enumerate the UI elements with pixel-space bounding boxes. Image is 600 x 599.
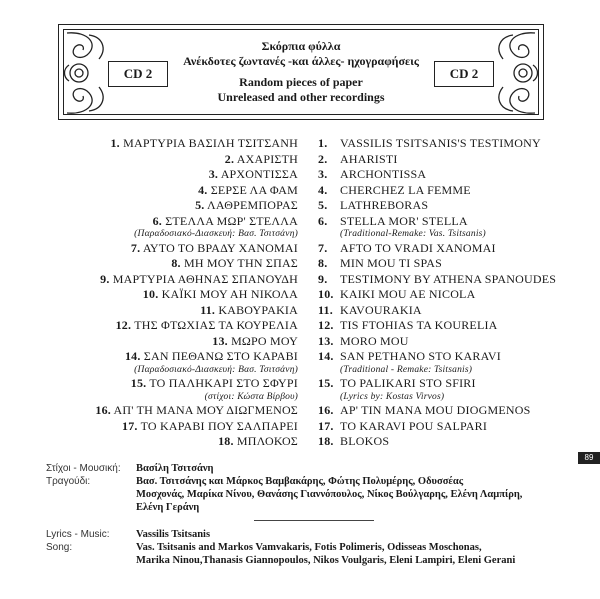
credit-line: Marika Ninou,Thanasis Giannopoulos, Nikos Voulgaris, Eleni Lampiri, Eleni Gerani (136, 555, 516, 566)
track-title: AHARISTI (340, 151, 398, 166)
track-row (318, 287, 558, 303)
track-number: 13. (318, 333, 334, 348)
tracklist-greek (90, 136, 298, 450)
cd-label-left: CD 2 (108, 61, 168, 87)
track-row (90, 403, 298, 419)
page-number: 89 (578, 452, 600, 464)
credit-line: Μοσχονάς, Μαρίκα Νίνου, Θανάσης Γιαννόπουλος, Νίκος Βούλγαρης, Ελένη Λαμπίρη, (136, 489, 523, 500)
track-row (318, 272, 558, 288)
track-title: TIS FTOHIAS TA KOURELIA (340, 318, 498, 332)
track-row (90, 318, 298, 334)
track-number: 16. (318, 403, 334, 417)
track-row (90, 419, 298, 435)
track-row (90, 214, 298, 230)
credit-label: Lyrics - Music: (46, 529, 110, 540)
track-title: MIN MOU TI SPAS (340, 256, 443, 270)
track-number: 5. (318, 198, 328, 212)
track-row (318, 183, 558, 199)
ornament-right-icon (489, 25, 543, 121)
track-number: 1. (110, 136, 120, 150)
track-number: 6. (318, 213, 328, 228)
track-number: 11. (318, 302, 333, 317)
cd-label-right: CD 2 (434, 61, 494, 87)
tracklist-english (318, 136, 558, 450)
track-row (90, 241, 298, 257)
track-title: TESTIMONY BY ATHENA SPANOUDES (340, 271, 557, 286)
track-note: (Traditional - Remake: Tsitsanis) (340, 364, 473, 375)
track-row (318, 334, 558, 350)
track-number: 9. (318, 271, 328, 286)
track-row (90, 167, 298, 183)
track-note: (Lyrics by: Kostas Virvos) (340, 391, 445, 402)
track-title: LATHREBORAS (340, 198, 429, 212)
track-number: 17. (122, 418, 138, 433)
track-number: 1. (318, 136, 328, 150)
track-row (90, 256, 298, 272)
track-title: AP' TIN MANA MOU DIOGMENOS (340, 403, 531, 417)
album-banner (58, 24, 544, 120)
track-title: ΛΑΘΡΕΜΠΟΡΑΣ (207, 198, 298, 212)
track-title: ΜΑΡΤΥΡΙΑ ΒΑΣΙΛΗ ΤΣΙΤΣΑΝΗ (123, 136, 298, 150)
track-title: ΚΑΒΟΥΡΑΚΙΑ (218, 302, 298, 317)
credit-row-song-en (46, 541, 566, 567)
track-number: 2. (318, 151, 328, 166)
track-row (318, 198, 558, 214)
track-title: STELLA MOR' STELLA (340, 213, 468, 228)
track-title: ΑΠ' ΤΗ ΜΑΝΑ ΜΟΥ ΔΙΩΓΜΕΝΟΣ (113, 403, 298, 417)
track-title: SAN PETHANO STO KARAVI (340, 349, 501, 363)
track-title: ARCHONTISSA (340, 167, 427, 181)
track-row (90, 152, 298, 168)
track-note: (Παραδοσιακό-Διασκευή: Βασ. Τσιτσάνη) (134, 229, 298, 239)
track-title: TO PALIKARI STO SFIRI (340, 376, 476, 390)
track-title: KAIKI MOU AE NICOLA (340, 287, 476, 301)
credit-row-lyrics-en (46, 528, 566, 541)
track-number: 4. (318, 182, 328, 197)
track-number: 5. (195, 198, 205, 212)
track-number: 15. (318, 376, 334, 390)
track-title: ΜΩΡΟ ΜΟΥ (231, 333, 298, 348)
banner-titles (179, 39, 423, 105)
track-number: 14. (318, 349, 334, 363)
credit-value (136, 475, 522, 514)
track-title: ΜΑΡΤΥΡΙΑ ΑΘΗΝΑΣ ΣΠΑΝΟΥΔΗ (112, 271, 298, 286)
track-number: 6. (152, 213, 162, 228)
track-row (90, 287, 298, 303)
track-number: 16. (95, 403, 111, 417)
track-number: 14. (124, 349, 141, 363)
credit-label: Song: (46, 542, 73, 553)
track-row (318, 303, 558, 319)
track-title: AFTO TO VRADI XANOMAI (340, 240, 496, 255)
track-row (318, 214, 558, 230)
track-row (318, 403, 558, 419)
track-row (318, 152, 558, 168)
track-row (318, 318, 558, 334)
track-row (90, 334, 298, 350)
credit-value: Βασίλη Τσιτσάνη (136, 463, 214, 474)
track-title: ΑΡΧΟΝΤΙΣΣΑ (220, 167, 298, 181)
divider (254, 520, 374, 521)
credit-value (136, 541, 515, 567)
track-title: ΤΟ ΠΑΛΗΚΑΡΙ ΣΤΟ ΣΦΥΡΙ (149, 376, 298, 390)
track-title: ΚΑΪΚΙ ΜΟΥ ΑΗ ΝΙΚΟΛΑ (161, 287, 298, 301)
credit-label: Τραγούδι: (46, 476, 91, 487)
track-number: 4. (198, 182, 208, 197)
track-row (90, 376, 298, 392)
track-title: TO KARAVI POU SALPARI (340, 418, 488, 433)
track-row (90, 434, 298, 450)
track-title: ΜΗ ΜΟΥ ΤΗΝ ΣΠΑΣ (183, 256, 298, 270)
credit-line: Vas. Tsitsanis and Markos Vamvakaris, Fotis Polimeris, Odisseas Moschonas, (136, 542, 482, 553)
track-title: ΤΗΣ ΦΤΩΧΙΑΣ ΤΑ ΚΟΥΡΕΛΙΑ (134, 318, 298, 332)
track-number: 18. (318, 434, 334, 448)
track-row (318, 419, 558, 435)
track-title: BLOKOS (340, 434, 390, 448)
track-number: 15. (130, 376, 147, 390)
track-number: 7. (130, 240, 141, 255)
track-number: 7. (318, 240, 328, 255)
track-row (318, 136, 558, 152)
track-row (90, 349, 298, 365)
title-greek: Σκόρπια φύλλα (261, 39, 341, 53)
track-row (318, 241, 558, 257)
track-number: 9. (100, 271, 110, 286)
track-number: 12. (115, 318, 132, 332)
track-title: ΑΥΤΟ ΤΟ ΒΡΑΔΥ ΧΑΝΟΜΑΙ (142, 240, 298, 255)
track-number: 2. (224, 151, 235, 166)
track-row (90, 272, 298, 288)
track-number: 17. (318, 418, 334, 433)
track-title: ΣΤΕΛΛΑ ΜΩΡ' ΣΤΕΛΛΑ (165, 213, 298, 228)
track-note: (Παραδοσιακό-Διασκευή: Βασ. Τσιτσάνη) (134, 364, 298, 375)
track-number: 3. (318, 167, 328, 181)
credit-label: Στίχοι - Μουσική: (46, 463, 121, 474)
track-row (90, 198, 298, 214)
track-number: 10. (318, 287, 334, 301)
track-number: 10. (142, 287, 159, 301)
credit-row-lyrics-gr (46, 462, 566, 475)
track-title: MORO MOU (340, 333, 409, 348)
track-row (90, 136, 298, 152)
track-title: VASSILIS TSITSANIS'S TESTIMONY (340, 136, 541, 150)
credit-line: Βασ. Τσιτσάνης και Μάρκος Βαμβακάρης, Φώτης Πολυμέρης, Οδυσσέας (136, 476, 464, 487)
track-number: 8. (318, 256, 328, 270)
track-note: (στίχοι: Κώστα Βίρβου) (204, 391, 298, 402)
track-row (318, 167, 558, 183)
subtitle-english: Unreleased and other recordings (217, 90, 385, 104)
track-row (318, 376, 558, 392)
track-title: ΣΑΝ ΠΕΘΑΝΩ ΣΤΟ ΚΑΡΑΒΙ (143, 349, 298, 363)
track-title: ΑΧΑΡΙΣΤΗ (236, 151, 298, 166)
title-english: Random pieces of paper (239, 75, 363, 89)
track-number: 12. (318, 318, 334, 332)
track-title: ΜΠΛΟΚΟΣ (236, 434, 298, 448)
track-number: 18. (218, 434, 234, 448)
credit-row-song-gr (46, 475, 566, 514)
track-number: 11. (200, 302, 216, 317)
ornament-left-icon (59, 25, 113, 121)
track-number: 3. (208, 167, 219, 181)
track-title: KAVOURAKIA (340, 302, 422, 317)
track-number: 8. (171, 256, 181, 270)
track-row (318, 256, 558, 272)
track-row (90, 303, 298, 319)
credit-value: Vassilis Tsitsanis (136, 529, 211, 540)
track-row (318, 434, 558, 450)
track-title: ΣΕΡΣΕ ΛΑ ΦΑΜ (210, 182, 298, 197)
subtitle-greek: Ανέκδοτες ζωντανές -και άλλες- ηχογραφήσεις (183, 54, 419, 68)
credit-line: Ελένη Γεράνη (136, 502, 200, 513)
track-title: ΤΟ ΚΑΡΑΒΙ ΠΟΥ ΣΑΛΠΑΡΕΙ (140, 418, 298, 433)
credits (46, 462, 566, 567)
track-row (318, 349, 558, 365)
track-note: (Traditional-Remake: Vas. Tsitsanis) (340, 229, 486, 239)
track-row (90, 183, 298, 199)
track-title: CHERCHEZ LA FEMME (340, 182, 471, 197)
track-number: 13. (212, 333, 228, 348)
